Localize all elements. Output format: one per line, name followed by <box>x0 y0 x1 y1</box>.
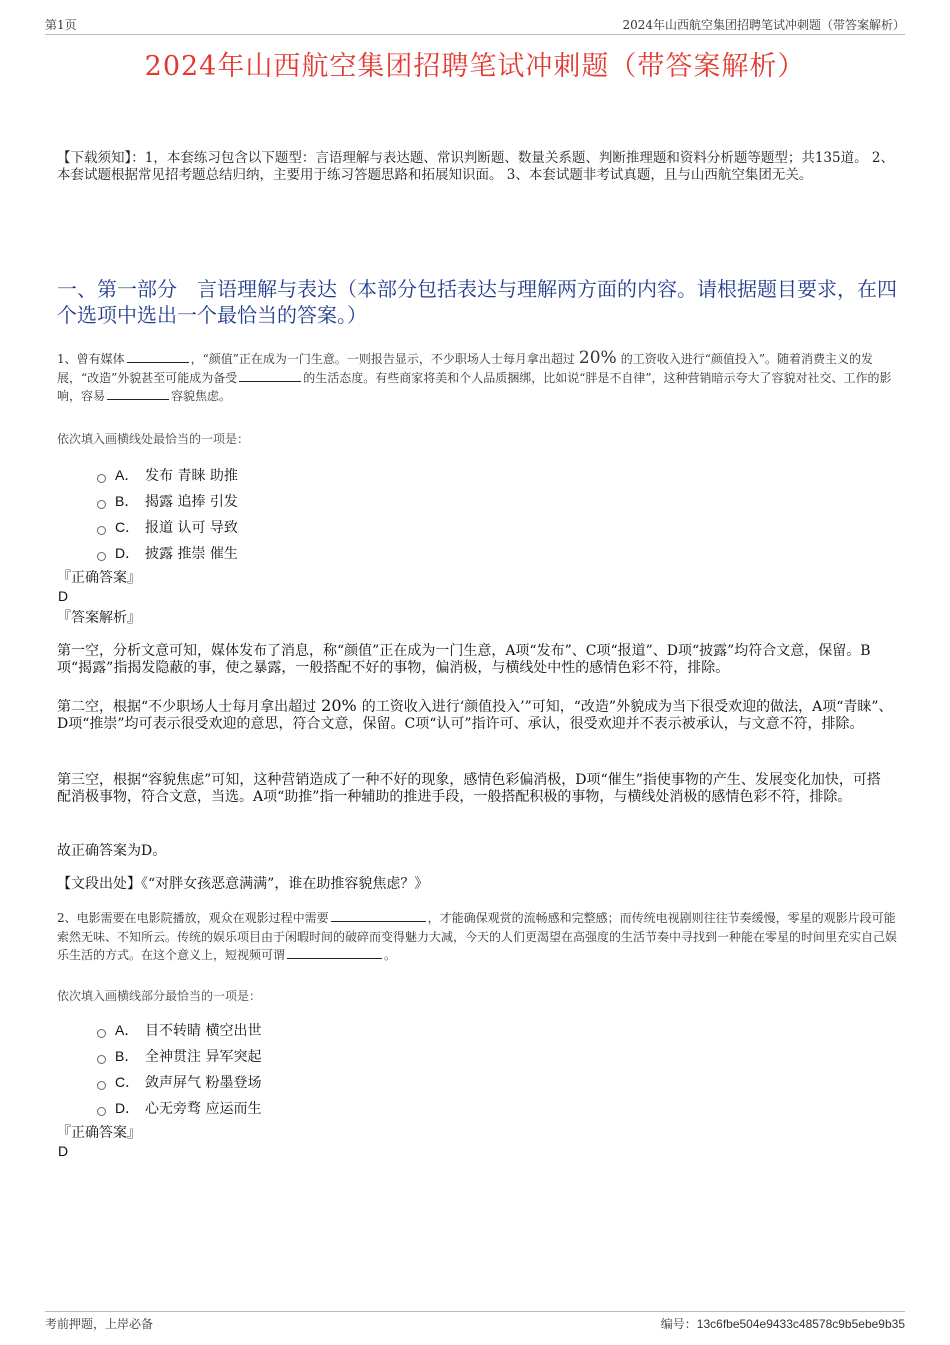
text-source: 【文段出处】《“对胖女孩恶意满满”，谁在助推容貌焦虑？》 <box>57 876 429 892</box>
analysis-paragraph-1: 第一空，分析文意可知，媒体发布了消息，称“颜值”正在成为一门生意，A项“发布”、C项“报道”、D项“披露”均符合文意，保留。B项“揭露”指揭发隐蔽的事，使之暴露，一般搭配不好的事物，偏消极，与横线处中性的感情色彩不符，排除。 <box>57 643 871 676</box>
radio-icon[interactable] <box>97 1081 106 1090</box>
analysis-paragraph-3: 第三空，根据“容貌焦虑”可知，这种营销造成了一种不好的现象，感情色彩偏消极，D项“催生”指使事物的产生、发展变化加快，可搭配消极事物，符合文意，当选。A项“助推”指一种辅助的推进手段，一般搭配积极的事物，与横线处消极的感情色彩不符，排除。 <box>57 772 881 805</box>
option-a[interactable]: A． 发布 青睐 助推 <box>97 462 238 488</box>
page-footer <box>45 1311 905 1332</box>
analysis-paragraph-2: 第二空，根据“不少职场人士每月拿出超过 20% 的工资收入进行‘颜值投入’”可知，“改造”外貌成为当下很受欢迎的做法，A项“青睐”、D项“推崇”均可表示很受欢迎的意思，符合文意，保留。C项“认可”指许可、承认，很受欢迎并不表示被承认，与文意不符，排除。 <box>57 696 893 732</box>
percent-value: 20% <box>578 348 617 368</box>
document-title: 2024年山西航空集团招聘笔试冲刺题（带答案解析） <box>144 51 806 82</box>
question-2-options <box>97 1017 261 1121</box>
blank-1 <box>127 350 189 363</box>
section-heading: 一、第一部分 言语理解与表达（本部分包括表达与理解两方面的内容。请根据题目要求，在四个选项中选出一个最恰当的答案。） <box>57 277 897 327</box>
footer-slogan: 考前押题，上岸必备 <box>45 1317 154 1331</box>
option-b[interactable]: B． 揭露 追捧 引发 <box>97 488 238 514</box>
answer-label: 『正确答案』 <box>57 570 141 586</box>
header-doc-title: 2024年山西航空集团招聘笔试冲刺题（带答案解析） <box>622 18 905 32</box>
percent-value: 20% <box>321 696 357 715</box>
question-2-stem: 2、电影需要在电影院播放，观众在观影过程中需要 ，才能确保观赏的流畅感和完整感；而传统电视剧则往往节奏缓慢，零星的观影片段可能索然无味、不知所云。传统的娱乐项目由于闲暇时间的破碎而变得魅力大减，今天的人们更渴望在高强度的生活节奏中寻找到一种能在零星的时间里充实自己娱乐生活的方式。在这个意义上，短视频可谓 。 <box>57 911 898 962</box>
radio-icon[interactable] <box>97 1055 106 1064</box>
analysis-conclusion: 故正确答案为D。 <box>57 843 167 859</box>
radio-icon[interactable] <box>97 552 106 561</box>
question-2-prompt: 依次填入画横线部分最恰当的一项是： <box>57 989 262 1003</box>
page-number: 第1页 <box>45 18 77 32</box>
option-c[interactable]: C． 报道 认可 导致 <box>97 514 238 540</box>
radio-icon[interactable] <box>97 474 106 483</box>
blank-3 <box>107 387 169 400</box>
answer-label: 『正确答案』 <box>57 1125 141 1141</box>
blank-1 <box>331 909 426 922</box>
correct-answer: D <box>58 588 69 604</box>
radio-icon[interactable] <box>97 1029 106 1038</box>
analysis-label: 『答案解析』 <box>57 610 141 626</box>
question-1-options <box>97 462 238 566</box>
option-b[interactable]: B． 全神贯注 异军突起 <box>97 1043 261 1069</box>
radio-icon[interactable] <box>97 500 106 509</box>
radio-icon[interactable] <box>97 1107 106 1116</box>
radio-icon[interactable] <box>97 526 106 535</box>
option-d[interactable]: D． 披露 推崇 催生 <box>97 540 238 566</box>
document-code: 编号：13c6fbe504e9433c48578c9b5ebe9b35 <box>660 1317 905 1331</box>
question-1-stem: 1、曾有媒体 ，“颜值”正在成为一门生意。一则报告显示，不少职场人士每月拿出超过 20% 的工资收入进行“颜值投入”。随着消费主义的发展，“改造”外貌甚至可能成为备受 的生活态度。有些商家将美和个人品质捆绑，比如说“胖是不自律”，这种营销暗示夸大了容貌对社交、工作的影响，容易 容貌焦虑。 <box>57 348 892 403</box>
download-notice: 【下载须知】：1，本套练习包含以下题型：言语理解与表达题、常识判断题、数量关系题、判断推理题和资料分析题等题型；共135道。 2、本套试题根据常见招考题总结归纳，主要用于练习答题思路和拓展知识面。 3、本套试题非考试真题，且与山西航空集团无关。 <box>57 150 894 183</box>
question-1-prompt: 依次填入画横线处最恰当的一项是： <box>57 432 250 446</box>
blank-2 <box>287 946 382 959</box>
blank-2 <box>239 369 301 382</box>
page-header <box>45 14 905 35</box>
option-c[interactable]: C． 敛声屏气 粉墨登场 <box>97 1069 261 1095</box>
option-a[interactable]: A． 目不转睛 横空出世 <box>97 1017 261 1043</box>
option-d[interactable]: D． 心无旁骛 应运而生 <box>97 1095 261 1121</box>
correct-answer: D <box>58 1143 69 1159</box>
